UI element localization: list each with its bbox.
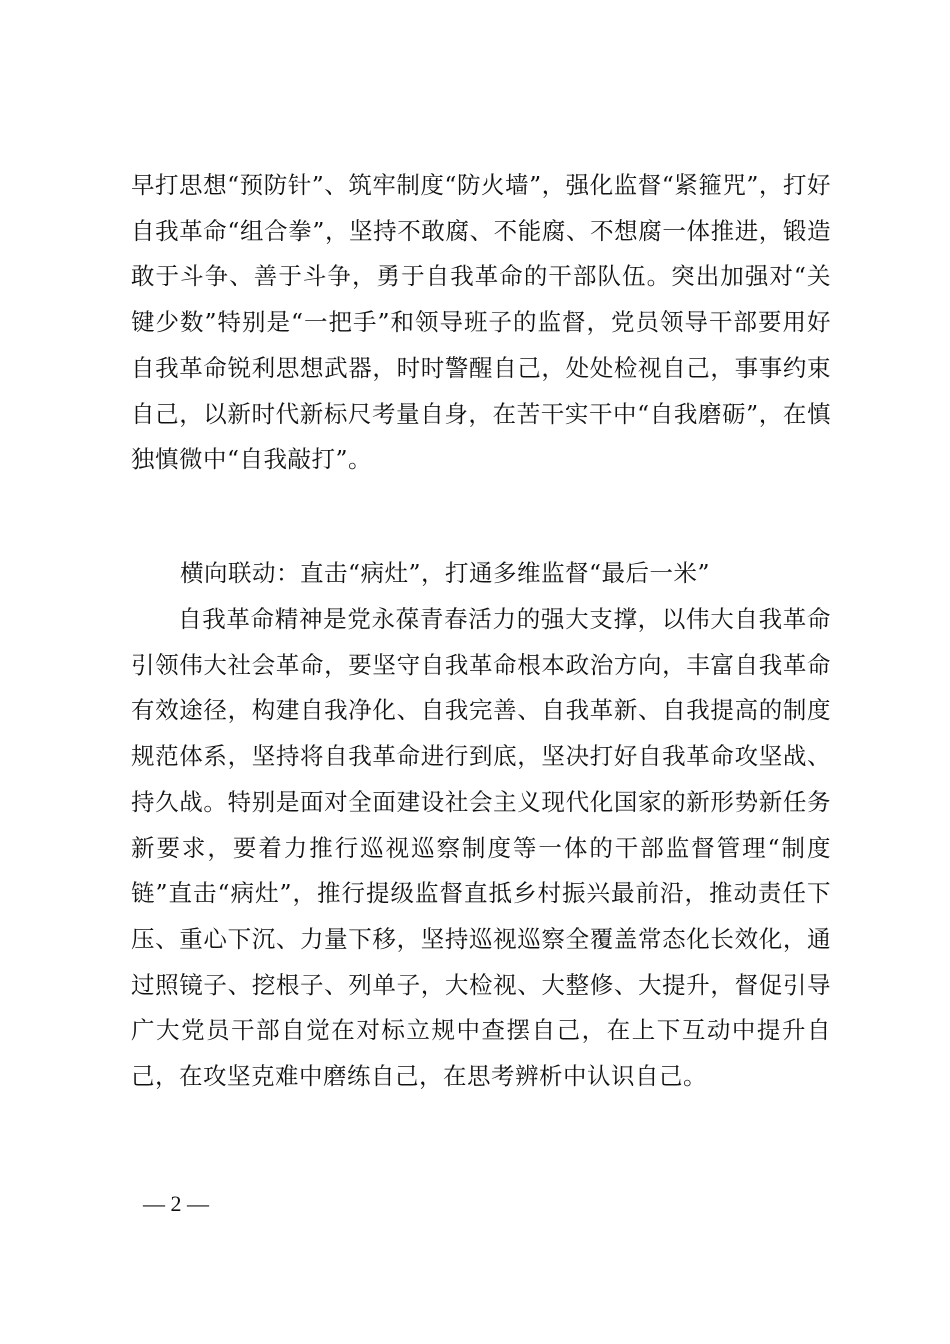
- paragraph-main: 自我革命精神是党永葆青春活力的强大支撑，以伟大自我革命引领伟大社会革命，要坚守自我革命根本政治方向，丰富自我革命有效途径，构建自我净化、自我完善、自我革新、自我提高的制度规范体系，坚持将自我革命进行到底，坚决打好自我革命攻坚战、持久战。特别是面对全面建设社会主义现代化国家的新形势新任务新要求，要着力推行巡视巡察制度等一体的干部监督管理“制度链”直击“病灶”，推行提级监督直抵乡村振兴最前沿，推动责任下压、重心下沉、力量下移，坚持巡视巡察全覆盖常态化长效化，通过照镜子、挖根子、列单子，大检视、大整修、大提升，督促引导广大党员干部自觉在对标立规中查摆自己，在上下互动中提升自己，在攻坚克难中磨练自己，在思考辨析中认识自己。: [131, 605, 831, 1091]
- section-heading: 横向联动：直击“病灶”，打通多维监督“最后一米”: [180, 559, 711, 587]
- paragraph-continued: 早打思想“预防针”、筑牢制度“防火墙”，强化监督“紧箍咒”，打好自我革命“组合拳”，坚持不敢腐、不能腐、不想腐一体推进，锻造敢于斗争、善于斗争，勇于自我革命的干部队伍。突出加强对“关键少数”特别是“一把手”和领导班子的监督，党员领导干部要用好自我革命锐利思想武器，时时警醒自己，处处检视自己，事事约束自己，以新时代新标尺考量自身，在苦干实干中“自我磨砺”，在慎独慎微中“自我敲打”。: [131, 171, 831, 474]
- page-number: — 2 —: [143, 1191, 209, 1216]
